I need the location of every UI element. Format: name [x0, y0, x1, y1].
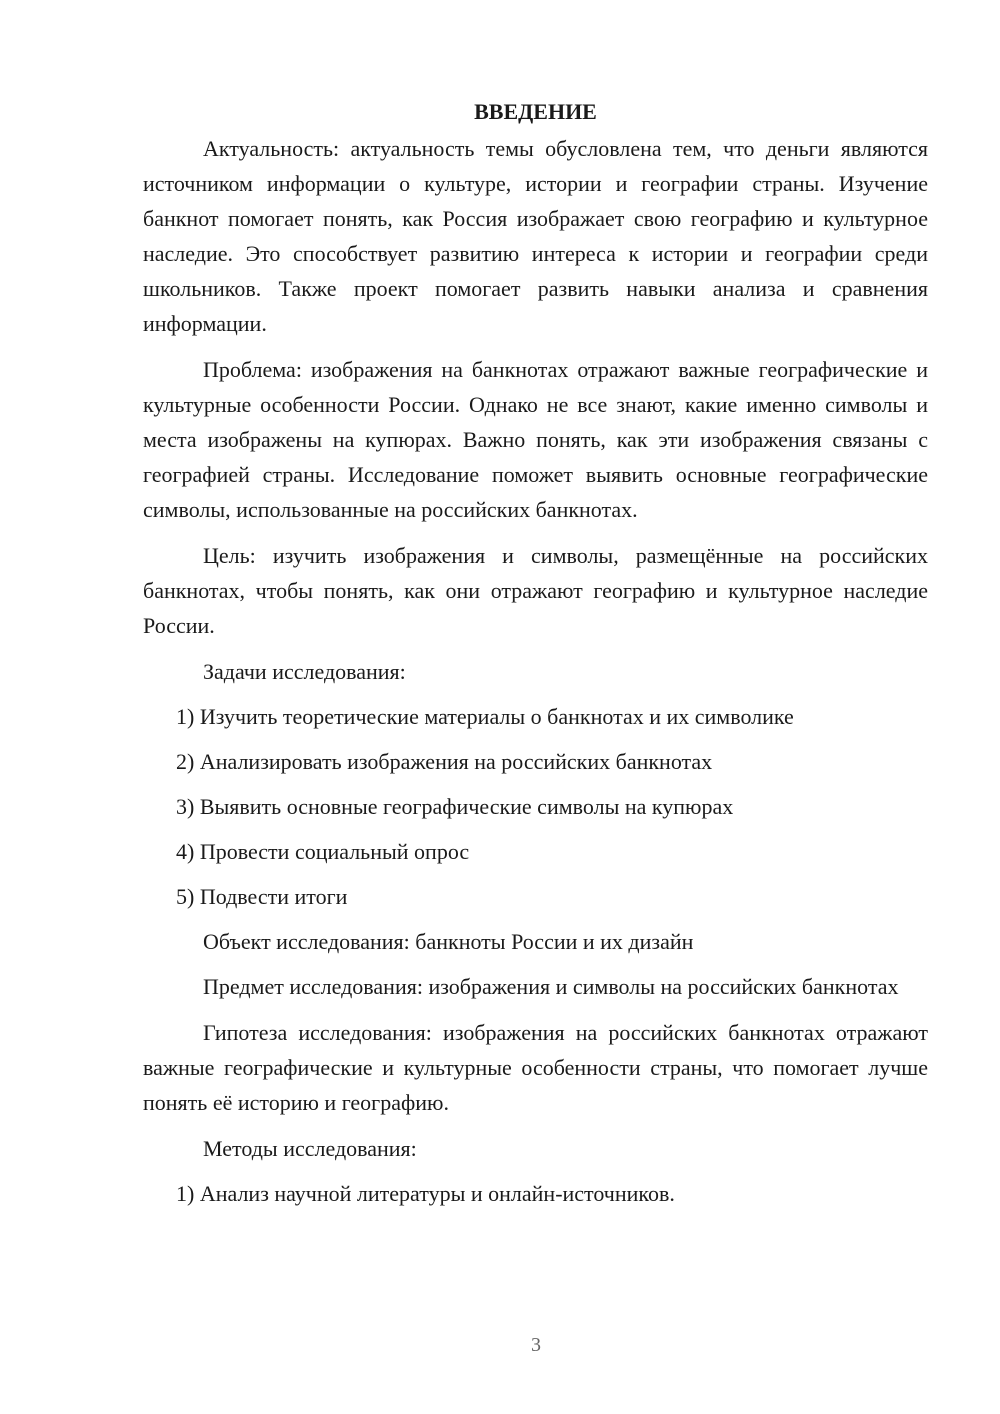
task-item: 5) Подвести итоги	[176, 884, 348, 909]
research-hypothesis: Гипотеза исследования: изображения на российских банкнотах отражают важные географические и культурные особенности страны, что помогает лучше понять её историю и географию.	[143, 1020, 928, 1115]
problem-paragraph: Проблема: изображения на банкнотах отражают важные географические и культурные особенности России. Однако не все знают, какие именно символы и места изображены на купюрах. Важно понять, как эти изображения связаны с географией страны. Исследование поможет выявить основные географические символы, использованные на российских банкнотах.	[143, 357, 928, 522]
methods-heading: Методы исследования:	[203, 1136, 417, 1161]
document-body	[143, 94, 928, 1221]
relevance-paragraph: Актуальность: актуальность темы обусловлена тем, что деньги являются источником информации о культуре, истории и географии страны. Изучение банкнот помогает понять, как Россия изображает свою географию и культурное наследие. Это способствует развитию интереса к истории и географии среди школьников. Также проект помогает развить навыки анализа и сравнения информации.	[143, 136, 928, 336]
research-subject: Предмет исследования: изображения и символы на российских банкнотах	[203, 974, 899, 999]
task-item: 4) Провести социальный опрос	[176, 839, 470, 864]
research-object: Объект исследования: банкноты России и их дизайн	[203, 929, 694, 954]
task-item: 1) Изучить теоретические материалы о банкнотах и их символике	[176, 704, 794, 729]
goal-paragraph: Цель: изучить изображения и символы, размещённые на российских банкнотах, чтобы понять, как они отражают географию и культурное наследие России.	[143, 543, 928, 638]
page-number: 3	[531, 1334, 541, 1356]
section-title: ВВЕДЕНИЕ	[474, 99, 597, 124]
method-item: 1) Анализ научной литературы и онлайн-источников.	[176, 1181, 675, 1206]
task-item: 2) Анализировать изображения на российских банкнотах	[176, 749, 713, 774]
task-item: 3) Выявить основные географические символы на купюрах	[176, 794, 734, 819]
tasks-heading: Задачи исследования:	[203, 659, 406, 684]
